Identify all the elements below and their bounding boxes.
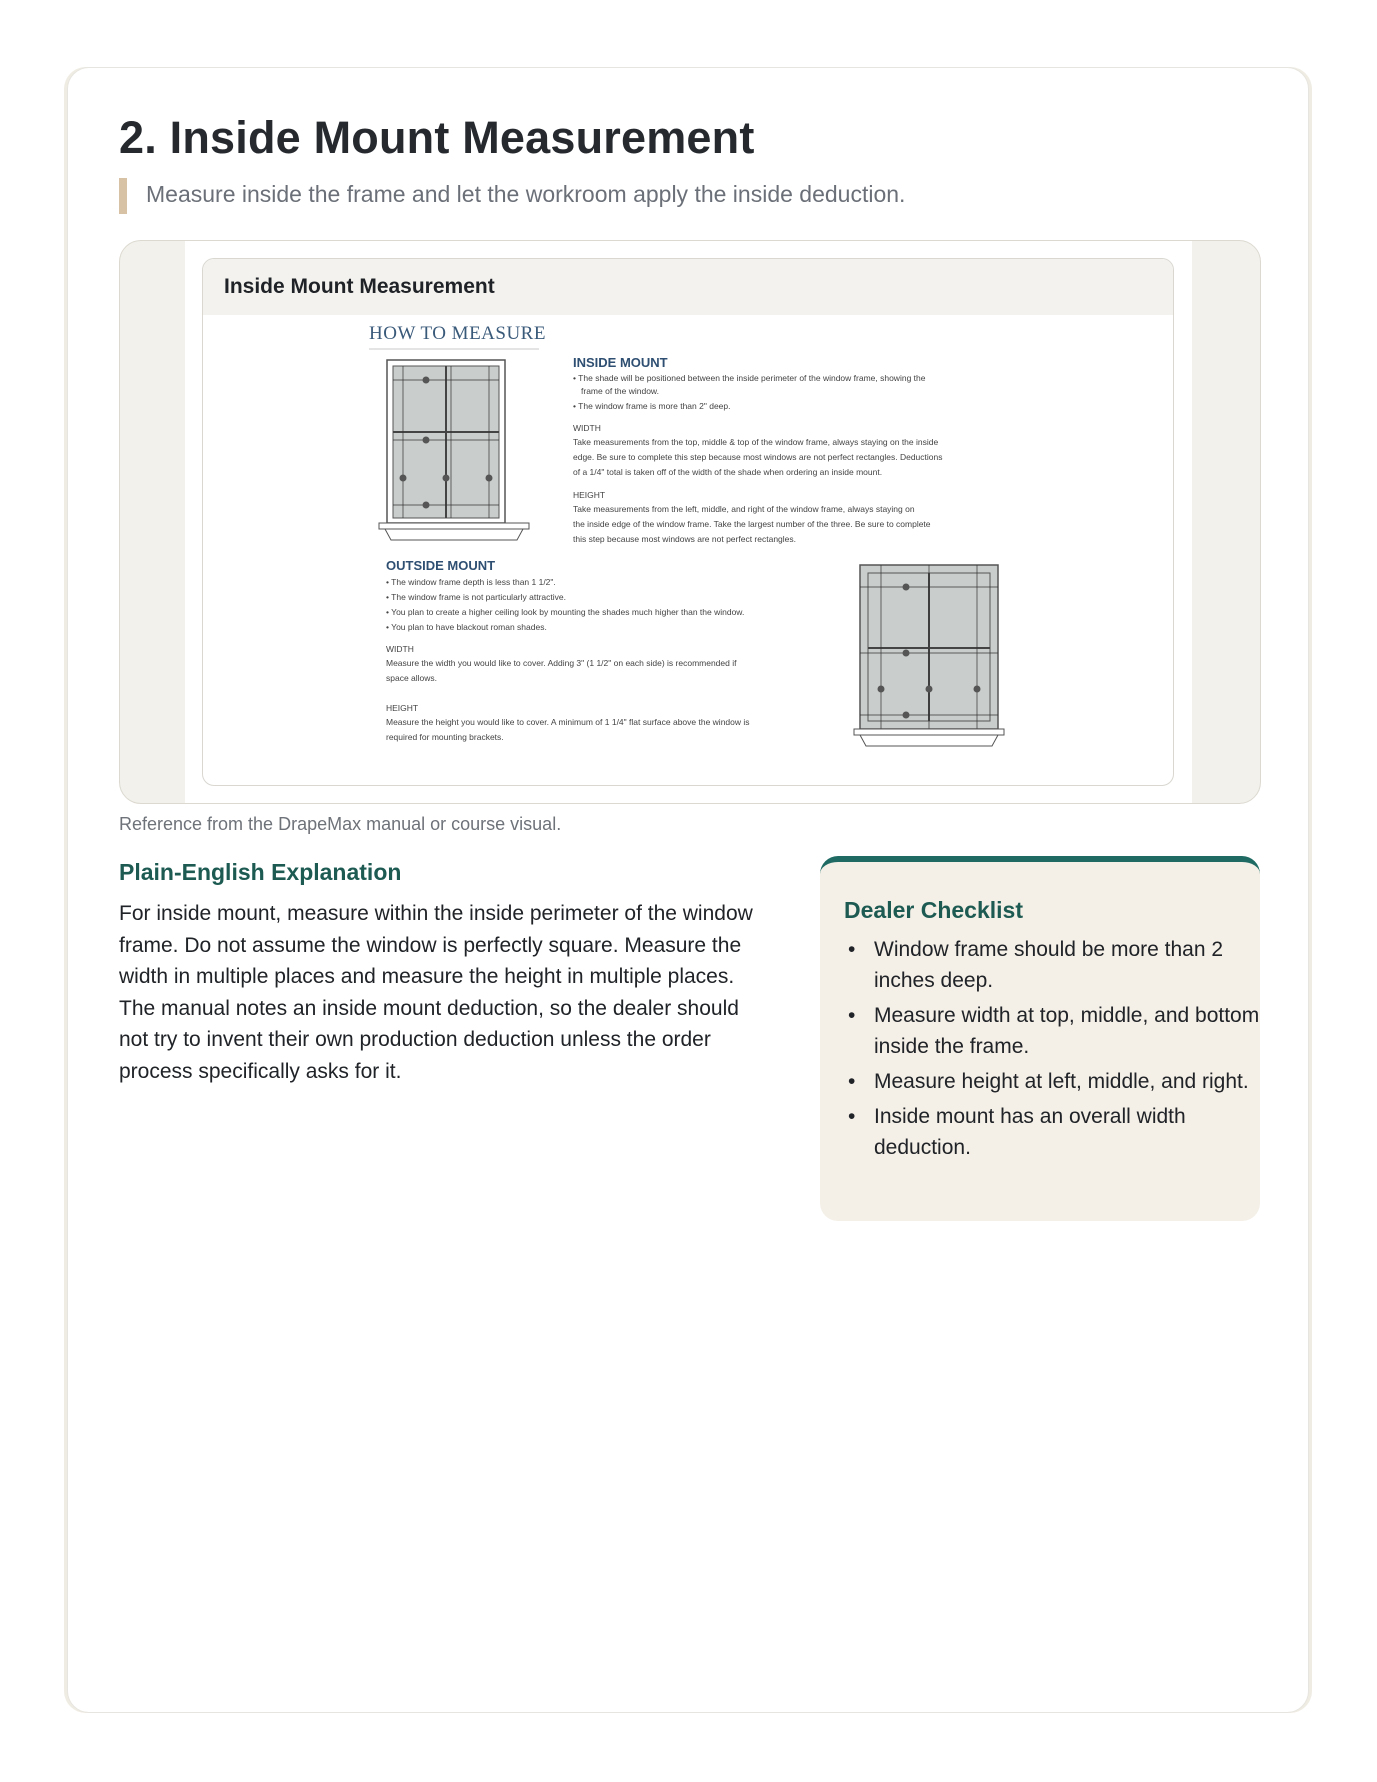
scan-inside-bullet-2: frame of the window.: [581, 386, 659, 396]
figure-card-title: Inside Mount Measurement: [224, 275, 495, 298]
scan-outside-heading: OUTSIDE MOUNT: [386, 558, 496, 573]
checklist-item: • Inside mount has an overall width deduction.: [874, 1101, 1274, 1163]
inside-mount-window-illustration: [379, 360, 529, 540]
explanation-heading: Plain-English Explanation: [119, 859, 402, 885]
scan-inside-height-line-3: this step because most windows are not perfect rectangles.: [573, 534, 797, 544]
figure-card: [202, 258, 1174, 786]
scan-outside-width-label: WIDTH: [386, 644, 414, 654]
scan-outside-height-line-1: Measure the height you would like to cover. A minimum of 1 1/4" flat surface above the window is: [386, 717, 750, 727]
dealer-checklist-card: [820, 856, 1260, 1221]
outside-mount-window-illustration: [854, 565, 1004, 746]
scan-outside-height-label: HEIGHT: [386, 703, 419, 713]
scan-outside-bullet-3: • You plan to create a higher ceiling look by mounting the shades much higher than the window.: [386, 607, 745, 617]
scan-inside-width-line-1: Take measurements from the top, middle & top of the window frame, always staying on the inside: [573, 437, 939, 447]
scan-outside-height-line-2: required for mounting brackets.: [386, 732, 504, 742]
page-title: 2. Inside Mount Measurement: [119, 112, 755, 163]
scan-outside-bullet-2: • The window frame is not particularly attractive.: [386, 592, 566, 602]
scan-outside-bullet-4: • You plan to have blackout roman shades.: [386, 622, 547, 632]
manual-scan-image: [203, 315, 1174, 786]
checklist-item: • Measure height at left, middle, and right.: [874, 1066, 1274, 1097]
scan-inside-bullet-3: • The window frame is more than 2" deep.: [573, 401, 731, 411]
subtitle-accent-bar: [119, 178, 127, 214]
scan-inside-height-line-2: the inside edge of the window frame. Take the largest number of the three. Be sure to complete: [573, 519, 931, 529]
scan-how-to-title: HOW TO MEASURE: [369, 323, 546, 344]
scan-outside-width-line-2: space allows.: [386, 673, 438, 683]
scan-inside-bullet-1: • The shade will be positioned between the inside perimeter of the window frame, showing the: [573, 373, 926, 383]
scan-inside-heading: INSIDE MOUNT: [573, 355, 668, 370]
checklist-item: • Window frame should be more than 2 inches deep.: [874, 934, 1274, 996]
figure-inner: [185, 241, 1192, 804]
scan-outside-width-line-1: Measure the width you would like to cover. Adding 3" (1 1/2" on each side) is recommended if: [386, 658, 737, 668]
figure-frame: [119, 240, 1261, 804]
figure-card-header: [203, 259, 1173, 315]
figure-caption: Reference from the DrapeMax manual or course visual.: [119, 814, 562, 834]
explanation-body: For inside mount, measure within the inside perimeter of the window frame. Do not assume the window is perfectly square. Measure the width in multiple places and measure the height in multiple places. The manual notes an inside mount deduction, so the dealer should not try to invent their own production deduction unless the order process specifically asks for it.: [119, 902, 753, 1083]
scan-inside-width-line-2: edge. Be sure to complete this step because most windows are not perfect rectangles. Deductions: [573, 452, 943, 462]
scan-inside-height-line-1: Take measurements from the left, middle, and right of the window frame, always staying on: [573, 504, 915, 514]
checklist-list: [844, 934, 1274, 1167]
page-subtitle: Measure inside the frame and let the workroom apply the inside deduction.: [146, 181, 906, 207]
scan-inside-width-label: WIDTH: [573, 423, 601, 433]
checklist-item: • Measure width at top, middle, and bottom inside the frame.: [874, 1000, 1274, 1062]
scan-inside-height-label: HEIGHT: [573, 490, 606, 500]
checklist-heading: Dealer Checklist: [844, 897, 1023, 923]
scan-inside-width-line-3: of a 1/4" total is taken off of the width of the shade when ordering an inside mount.: [573, 467, 883, 477]
scan-outside-bullet-1: • The window frame depth is less than 1 1/2".: [386, 577, 556, 587]
